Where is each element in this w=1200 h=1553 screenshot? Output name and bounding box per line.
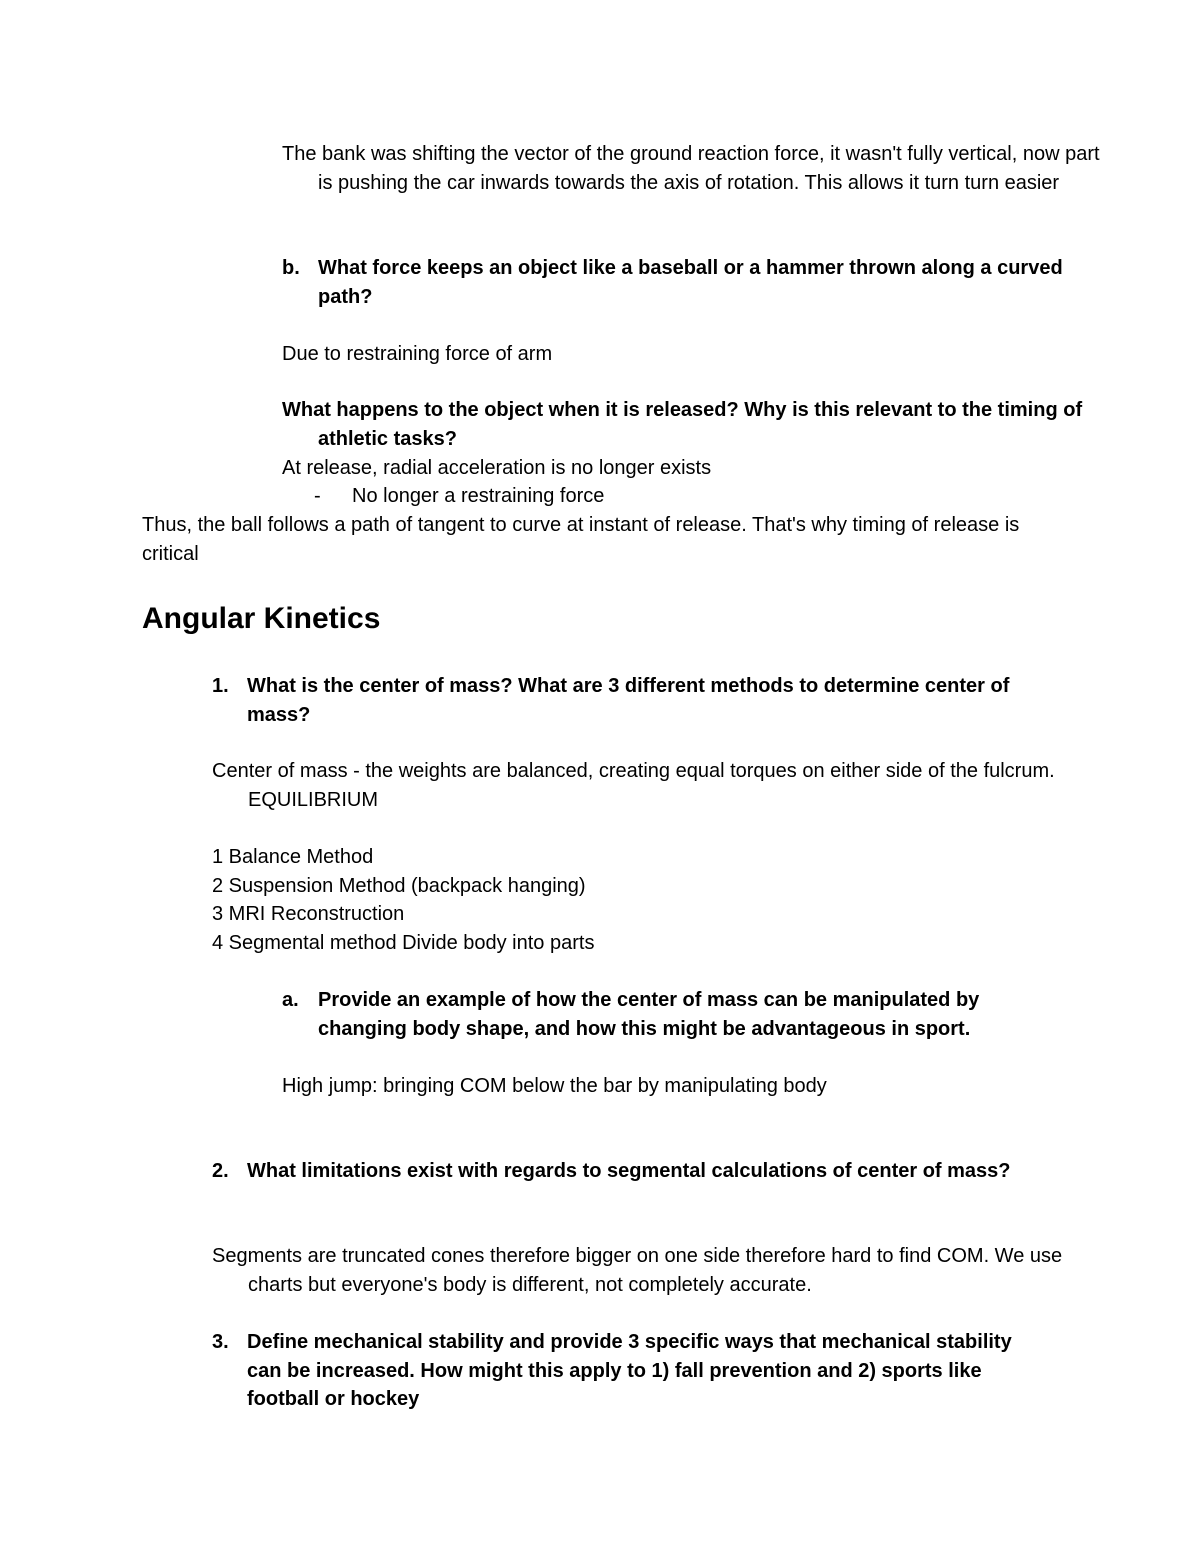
question-b-marker: b. (282, 257, 300, 279)
question-b-text: What force keeps an object like a baseball or a hammer thrown along a curved path? (318, 257, 1063, 308)
release-question: What happens to the object when it is released? Why is this relevant to the timing of athletic tasks? (282, 399, 1083, 450)
bullet-dash: - (314, 485, 321, 507)
question-b-answer: Due to restraining force of arm (282, 343, 553, 365)
question-3-marker: 3. (212, 1331, 229, 1353)
method-item: 3 MRI Reconstruction (212, 903, 405, 925)
question-1-marker: 1. (212, 675, 229, 697)
question-b (282, 254, 1072, 311)
question-1 (212, 672, 1062, 729)
question-1a-answer: High jump: bringing COM below the bar by manipulating body (282, 1075, 827, 1097)
section-title: Angular Kinetics (142, 602, 381, 635)
release-answer: At release, radial acceleration is no longer exists (282, 457, 712, 479)
bullet-text: No longer a restraining force (352, 485, 605, 507)
methods-list (212, 843, 1062, 957)
question-2-answer: Segments are truncated cones therefore bigger on one side therefore hard to find COM. We use charts but everyone's body is different, not completely accurate. (212, 1245, 1063, 1296)
question-2 (212, 1157, 1022, 1186)
method-item: 2 Suspension Method (backpack hanging) (212, 874, 586, 897)
question-3 (212, 1328, 1032, 1414)
release-bullet (314, 482, 1074, 511)
question-2-text: What limitations exist with regards to segmental calculations of center of mass? (247, 1160, 1011, 1182)
question-1a (282, 986, 1062, 1043)
release-conclusion: Thus, the ball follows a path of tangent to curve at instant of release. That's why timing of release is critical (142, 514, 1020, 565)
question-1-text: What is the center of mass? What are 3 different methods to determine center of mass? (247, 675, 1010, 726)
bank-answer: The bank was shifting the vector of the ground reaction force, it wasn't fully vertical, now part is pushing the car inwards towards the axis of rotation. This allows it turn turn easier (282, 143, 1100, 194)
question-2-marker: 2. (212, 1160, 229, 1182)
method-item: 1 Balance Method (212, 846, 374, 868)
method-item: 4 Segmental method Divide body into parts (212, 931, 595, 954)
question-1a-text: Provide an example of how the center of mass can be manipulated by changing body shape, and how this might be advantageous in sport. (318, 989, 980, 1040)
question-1a-marker: a. (282, 989, 299, 1011)
question-3-text: Define mechanical stability and provide 3 specific ways that mechanical stability can be increased. How might this apply to 1) fall prevention and 2) sports like football or hockey (247, 1331, 1012, 1410)
question-1-answer: Center of mass - the weights are balanced, creating equal torques on either side of the fulcrum. EQUILIBRIUM (212, 760, 1055, 811)
